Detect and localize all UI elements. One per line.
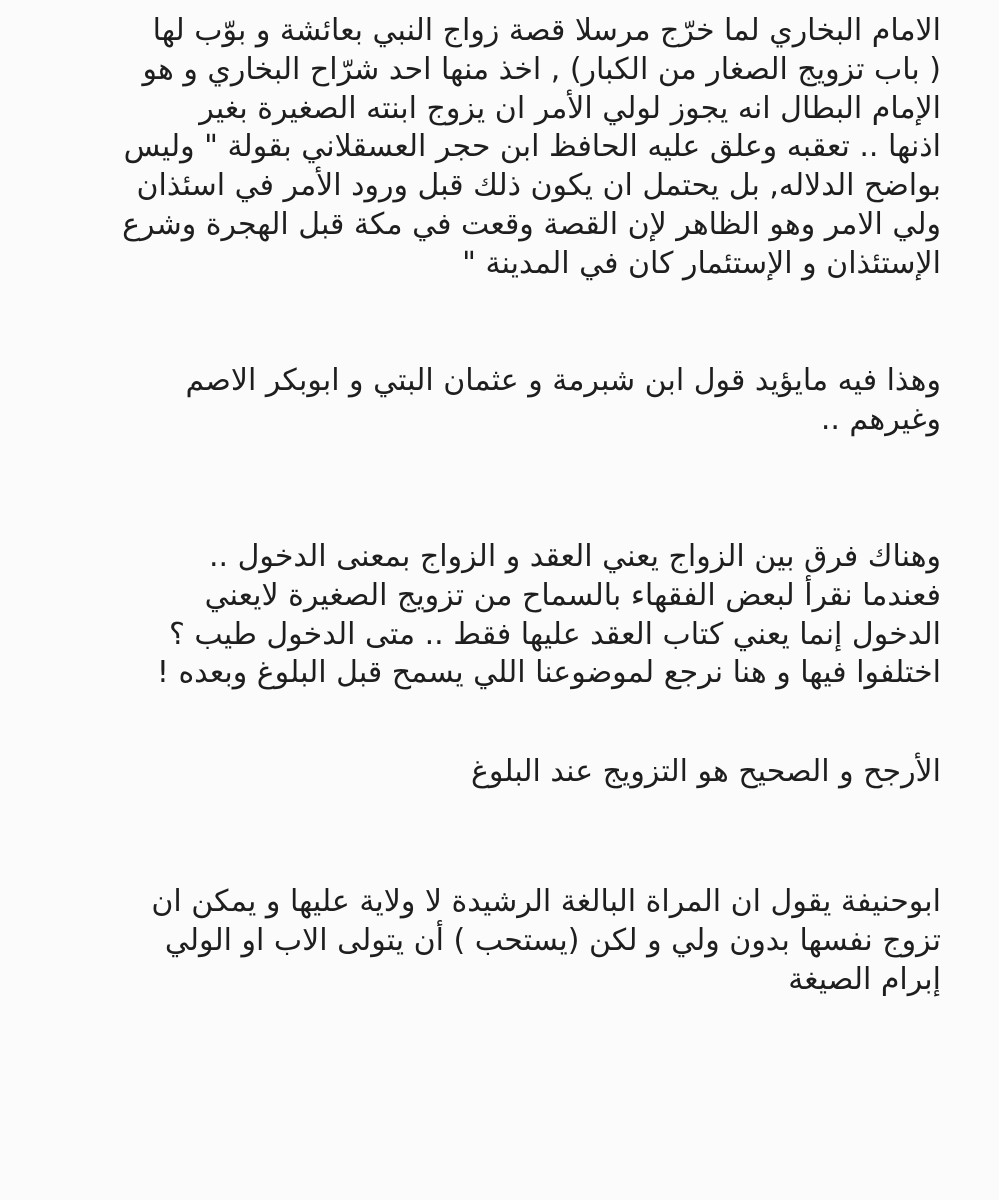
text-line: ابوحنيفة يقول ان المراة البالغة الرشيدة لا ولاية عليها و يمكن ان [151, 884, 941, 919]
text-line: ولي الامر وهو الظاهر لإن القصة وقعت في مكة قبل الهجرة وشرع [122, 206, 941, 242]
text-line: بواضح الدلاله, بل يحتمل ان يكون ذلك قبل ورود الأمر في اسئذان [136, 168, 941, 204]
text-line: فعندما نقرأ لبعض الفقهاء بالسماح من تزويج الصغيرة لايعني [204, 577, 941, 613]
text-line: ( باب تزويج الصغار من الكبار) , اخذ منها احد شرّاح البخاري و هو [142, 51, 941, 87]
text-line: الأرجح و الصحيح هو التزويج عند البلوغ [471, 754, 941, 789]
paragraph-abu-hanifa [20, 883, 941, 999]
text-line: اذنها .. تعقبه وعلق عليه الحافظ ابن حجر العسقلاني بقولة " وليس [123, 129, 941, 165]
text-line: الإستئذان و الإستئمار كان في المدينة " [462, 245, 941, 281]
paragraph-bukhari [20, 12, 941, 284]
text-line: وهذا فيه مايؤيد قول ابن شبرمة و عثمان البتي و ابوبكر الاصم [185, 363, 941, 398]
paragraph-conclusion [20, 753, 941, 792]
text-line: الإمام البطال انه يجوز لولي الأمر ان يزوج ابنته الصغيرة بغير [199, 90, 941, 126]
paragraph-supporting-opinions [20, 362, 941, 440]
text-line: وهناك فرق بين الزواج يعني العقد و الزواج بمعنى الدخول .. [208, 539, 941, 574]
text-line: تزوج نفسها بدون ولي و لكن (يستحب ) أن يتولى الاب او الولي [164, 922, 941, 958]
paragraph-contract-vs-consummation [20, 538, 941, 693]
text-line: الدخول إنما يعني كتاب العقد عليها فقط .. متى الدخول طيب ؟ [168, 616, 941, 652]
text-line: اختلفوا فيها و هنا نرجع لموضوعنا اللي يسمح قبل البلوغ وبعده ! [156, 655, 941, 691]
text-line: الامام البخاري لما خرّج مرسلا قصة زواج النبي بعائشة و بوّب لها [152, 13, 941, 48]
text-line: إبرام الصيغة [788, 961, 941, 997]
text-line: وغيرهم .. [820, 401, 941, 437]
